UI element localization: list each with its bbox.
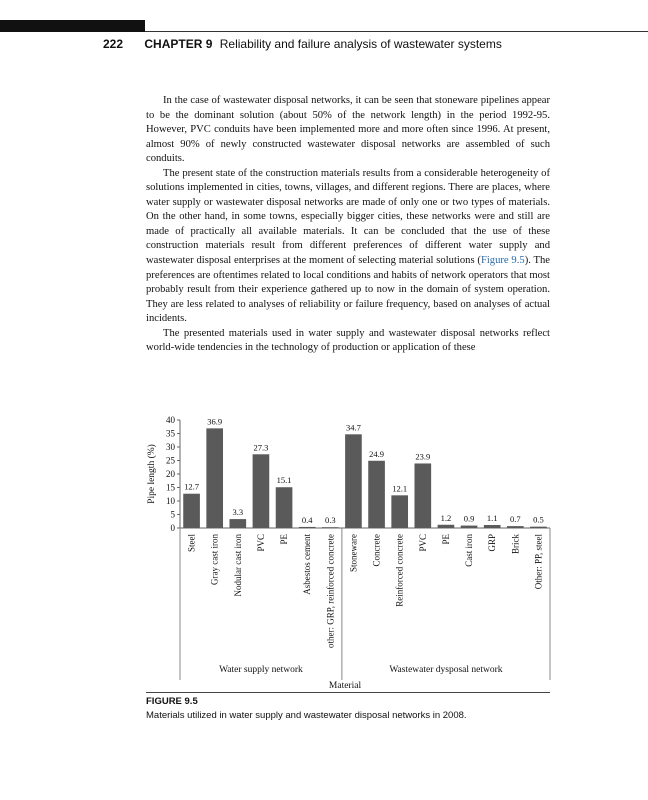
y-tick-label: 0 [170, 523, 175, 533]
bar [229, 519, 246, 528]
category-label: PE [279, 534, 290, 545]
category-label: PVC [417, 534, 428, 552]
group-label: Wastewater dysposal network [389, 665, 503, 675]
header-rule [145, 31, 648, 32]
category-label: Concrete [371, 534, 382, 567]
data-label: 0.4 [301, 514, 313, 525]
bar [276, 487, 293, 528]
bar [253, 454, 270, 528]
y-tick-label: 15 [166, 482, 175, 493]
caption-rule [146, 692, 550, 693]
figure-caption: Materials utilized in water supply and wastewater disposal networks in 2008. [146, 710, 467, 721]
bar [414, 463, 431, 528]
category-label: PVC [255, 534, 266, 552]
data-label: 15.1 [276, 475, 292, 486]
data-label: 34.7 [346, 422, 361, 433]
category-label: Other: PP, steel [533, 534, 544, 590]
category-label: other: GRP, reinforced concrete [325, 534, 336, 648]
y-tick-label: 25 [166, 455, 175, 466]
category-label: PE [440, 534, 451, 545]
paragraph-2-end: ). The preferences are oftentimes related to local conditions and habits of network operators that most probably result from their experience gathered up to now in the domain of system operation. They are less related to analyses of reliability or failure frequency, based on analyses of actual incidents. [146, 255, 550, 325]
data-label: 0.3 [325, 515, 336, 526]
category-label: Asbestos cement [302, 534, 313, 595]
category-label: Nodular cast iron [232, 534, 243, 597]
data-label: 0.9 [463, 513, 475, 524]
data-label: 0.7 [510, 514, 521, 525]
y-tick-label: 20 [166, 469, 175, 479]
y-tick-label: 40 [166, 415, 175, 425]
bar [322, 527, 339, 528]
chapter-label: CHAPTER 9 [144, 37, 213, 51]
body-text [146, 94, 550, 356]
category-label: Gray cast iron [209, 534, 220, 585]
y-tick-label: 5 [170, 509, 175, 520]
data-label: 27.3 [253, 442, 269, 453]
data-label: 36.9 [207, 416, 223, 427]
bar [530, 527, 547, 528]
data-label: 23.9 [415, 451, 431, 462]
bar [206, 428, 223, 528]
paragraph-2-start: The present state of the construction materials results from a considerable heterogeneity of solutions implemented in cities, towns, villages, and different regions. There are places, where water supply or wastewater disposal networks are made of only one or two types of materials. On the other hand, in some towns, especially bigger cities, these networks were and still are made of practically all available materials. It can be concluded that the use of these construction materials result from different preferences of different water supply and wastewater disposal enterprises at the moment of selecting material solutions ( [146, 167, 550, 267]
category-label: Steel [186, 534, 197, 552]
bar [484, 525, 501, 528]
category-label: Cast iron [464, 534, 475, 567]
paragraph-3: The presented materials used in water supply and wastewater disposal networks reflect world-wide tendencies in the technology of production or application of these [146, 327, 550, 354]
data-label: 0.5 [533, 514, 544, 525]
running-header [103, 37, 502, 51]
data-label: 1.1 [486, 513, 498, 524]
data-label: 24.9 [369, 448, 384, 459]
y-tick-label: 30 [166, 442, 175, 452]
data-label: 3.3 [232, 507, 244, 518]
bar [345, 434, 362, 528]
bar [299, 527, 316, 528]
category-label: GRP [487, 534, 498, 552]
figure-reference-link[interactable]: Figure 9.5 [480, 255, 525, 267]
bar [461, 526, 478, 528]
y-tick-label: 10 [166, 496, 175, 506]
figure-label: FIGURE 9.5 [146, 696, 198, 707]
category-label: Reinforced concrete [394, 534, 405, 607]
bar [183, 494, 200, 528]
bar-chart [140, 410, 560, 700]
bar [507, 526, 524, 528]
group-label: Water supply network [219, 665, 303, 675]
data-label: 12.7 [184, 481, 199, 492]
x-axis-title: Material [328, 681, 362, 691]
y-axis-title: Pipe length (%) [147, 444, 157, 504]
category-label: Brick [510, 534, 521, 554]
category-label: Stoneware [348, 534, 359, 572]
paragraph-1: In the case of wastewater disposal networks, it can be seen that stoneware pipelines appear to be the dominant solution (about 50% of the network length) in the period 1992-95. However, PVC conduits have been implemented more and more often since 1996. At present, almost 90% of newly constructed wastewater disposal networks are assembled of such conduits. [146, 95, 550, 165]
paragraph-2 [146, 167, 550, 327]
data-label: 1.2 [440, 512, 452, 523]
page-number: 222 [103, 37, 124, 51]
bar [391, 495, 408, 528]
bar [438, 525, 455, 528]
y-tick-label: 35 [166, 428, 175, 439]
chapter-title: Reliability and failure analysis of wastewater systems [219, 37, 502, 51]
header-bar [0, 20, 145, 32]
data-label: 12.1 [392, 483, 408, 494]
bar [368, 461, 385, 528]
chart-svg [140, 410, 560, 700]
